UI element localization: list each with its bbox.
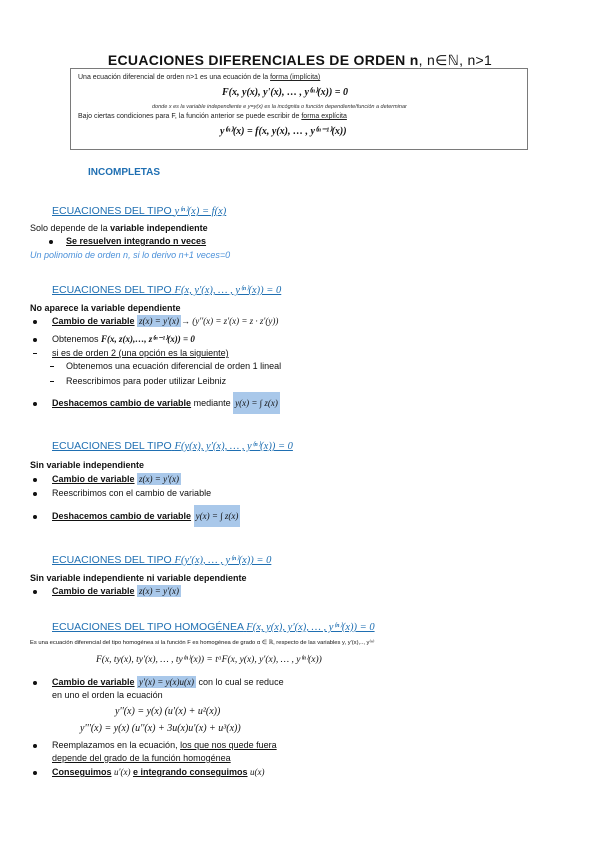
sec3-heading: ECUACIONES DEL TIPO F(y(x), y'(x), … , y⁽ⁿ⁾(x)) = 0: [52, 440, 293, 452]
sec2-equation: F(x, y'(x), … , y⁽ⁿ⁾(x)) = 0: [174, 285, 282, 296]
implicit-equation: F(x, y(x), y'(x), … , y⁽ⁿ⁾(x)) = 0: [222, 87, 348, 98]
bullet-icon: [33, 402, 37, 406]
sec5-heading: ECUACIONES DEL TIPO HOMOGÉNEA F(x, y(x), y'(x), … , y⁽ⁿ⁾(x)) = 0: [52, 621, 375, 633]
bullet-icon: [33, 478, 37, 482]
sec5-b2: Reemplazamos en la ecuación, los que nos quede fuera: [52, 740, 277, 750]
bullet-icon: [33, 744, 37, 748]
sec5-b1: Cambio de variable y'(x) = y(x)u(x) con lo cual se reduce: [52, 677, 284, 687]
sec5-change-eq: y'(x) = y(x)u(x): [139, 677, 195, 687]
bullet-icon: [33, 590, 37, 594]
dash-icon: [50, 366, 54, 367]
bullet-icon: [33, 338, 37, 342]
sec5-b3: Conseguimos u'(x) e integrando conseguimos u(x): [52, 767, 265, 777]
sec4-equation: F(y'(x), … , y⁽ⁿ⁾(x)) = 0: [174, 555, 272, 566]
sec2-b1: Cambio de variable z(x) = y'(x) → (y''(x) = z'(x) = z · z'(y)): [52, 316, 279, 326]
dash-icon: [33, 353, 37, 354]
sec2-b4: Deshacemos cambio de variable mediante y(x) = ∫ z(x): [52, 398, 280, 408]
title-condition: , n∈ℕ, n>1: [418, 52, 493, 68]
sec1-note: Un polinomio de orden n, si lo derivo n+1 veces=0: [30, 250, 231, 260]
sec2-b3a: Obtenemos una ecuación diferencial de orden 1 lineal: [66, 361, 282, 371]
bullet-icon: [33, 771, 37, 775]
sec3-change-eq: z(x) = y'(x): [139, 474, 180, 484]
bullet-icon: [33, 320, 37, 324]
bullet-icon: [33, 515, 37, 519]
dash-icon: [50, 381, 54, 382]
sec4-sub: Sin variable independiente ni variable dependiente: [30, 573, 247, 583]
sec5-equation: F(x, y(x), y'(x), … , y⁽ⁿ⁾(x)) = 0: [246, 622, 375, 633]
section-incompletas: INCOMPLETAS: [88, 167, 161, 178]
definition-intro: Una ecuación diferencial de orden n>1 es una ecuación de la forma (implícita): [78, 74, 321, 81]
sec2-change-eq: z(x) = y'(x): [139, 316, 180, 326]
sec1-line1: Solo depende de la variable independiente: [30, 223, 208, 233]
explicit-equation: y⁽ⁿ⁾(x) = f(x, y(x), … , y⁽ⁿ⁻¹⁾(x)): [220, 126, 347, 137]
sec5-eq3: y'''(x) = y(x) (u''(x) + 3u(x)u'(x) + u³(x)): [80, 723, 241, 734]
sec4-b1: Cambio de variable z(x) = y'(x): [52, 586, 180, 596]
sec5-eq2: y''(x) = y(x) (u'(x) + u²(x)): [115, 706, 221, 717]
sec5-note: Es una ecuación diferencial del tipo homogénea si la función F es homogénea de grado α ∈ ℝ, respecto de las variables y, y'(x),.., y⁽ⁿ⁾: [30, 640, 375, 646]
sec4-change-eq: z(x) = y'(x): [139, 586, 180, 596]
definition-note: donde x es la variable independiente e y=y(x) es la incógnita o función dependiente/función a determinar: [152, 104, 407, 110]
sec2-undo-eq: y(x) = ∫ z(x): [233, 392, 280, 414]
sec2-b3b: Reescribimos para poder utilizar Leibniz: [66, 376, 227, 386]
sec2-b2: Obtenemos F(x, z(x),…, z⁽ⁿ⁻¹⁾(x)) = 0: [52, 334, 195, 344]
sec2-sub: No aparece la variable dependiente: [30, 303, 181, 313]
bullet-icon: [49, 240, 53, 244]
bullet-icon: [33, 492, 37, 496]
sec4-heading: ECUACIONES DEL TIPO F(y'(x), … , y⁽ⁿ⁾(x)) = 0: [52, 554, 272, 566]
sec1-heading: ECUACIONES DEL TIPO y⁽ⁿ⁾(x) = f(x): [52, 205, 227, 217]
sec1-bullet: Se resuelven integrando n veces: [66, 236, 207, 246]
definition-explicit: Bajo ciertas condiciones para F, la función anterior se puede escribir de forma explícita: [78, 113, 347, 120]
sec3-b2: Reescribimos con el cambio de variable: [52, 488, 212, 498]
sec3-b3: Deshacemos cambio de variable y(x) = ∫ z(x): [52, 511, 240, 521]
bullet-icon: [33, 681, 37, 685]
sec5-b2-line2: depende del grado de la función homogénea: [52, 753, 231, 763]
title-main: ECUACIONES DIFERENCIALES DE ORDEN n: [107, 52, 419, 68]
sec5-homog-eq: F(x, ty(x), ty'(x), … , ty⁽ⁿ⁾(x)) = tᵅF(x, y(x), y'(x), … , y⁽ⁿ⁾(x)): [96, 655, 322, 665]
sec5-b1-line2: en uno el orden la ecuación: [52, 690, 163, 700]
explicit-form-link: forma explícita: [301, 113, 347, 120]
sec2-heading: ECUACIONES DEL TIPO F(x, y'(x), … , y⁽ⁿ⁾(x)) = 0: [52, 284, 282, 296]
sec3-equation: F(y(x), y'(x), … , y⁽ⁿ⁾(x)) = 0: [174, 441, 293, 452]
sec2-b3: si es de orden 2 (una opción es la siguiente): [52, 348, 229, 358]
page-title: [0, 52, 600, 69]
sec3-sub: Sin variable independiente: [30, 460, 145, 470]
sec3-b1: Cambio de variable z(x) = y'(x): [52, 474, 180, 484]
implicit-form-link: forma (implícita): [270, 74, 321, 81]
sec1-equation: y⁽ⁿ⁾(x) = f(x): [174, 206, 227, 217]
sec3-undo-eq: y(x) = ∫ z(x): [194, 505, 241, 527]
